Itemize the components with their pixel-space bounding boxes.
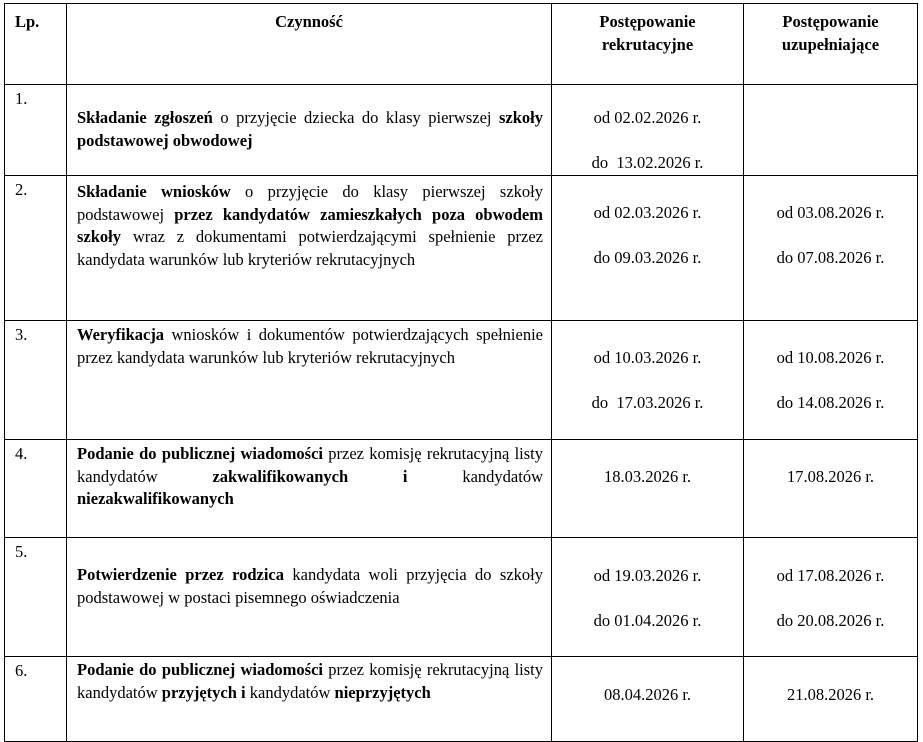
supplementary-date: 17.08.2026 r. bbox=[786, 467, 875, 486]
header-activity: Czynność bbox=[67, 4, 552, 85]
recruitment-schedule-table bbox=[4, 3, 918, 742]
activity-plain-text: o przyjęcie dziecka do klasy pierwszej bbox=[212, 108, 499, 127]
activity-bold-text: przez kandydatów zamieszkałych poza obwodem szkoły bbox=[77, 204, 544, 246]
recruitment-date: od 02.02.2026 r. bbox=[593, 108, 702, 127]
header-supplementary bbox=[744, 4, 918, 85]
activity-cell bbox=[67, 657, 552, 742]
supplementary-date: od 03.08.2026 r. bbox=[776, 203, 885, 222]
row-number: 5. bbox=[5, 538, 67, 657]
table-row bbox=[5, 321, 918, 440]
row-number: 4. bbox=[5, 440, 67, 538]
activity-bold-text: zakwalifikowanych i bbox=[212, 466, 408, 486]
table-row bbox=[5, 657, 918, 742]
activity-bold-text: Składanie zgłoszeń bbox=[77, 108, 213, 127]
activity-bold-text: Składanie wniosków bbox=[77, 182, 231, 201]
header-recruitment-text: Postępowanie rekrutacyjne bbox=[599, 12, 696, 54]
recruitment-date: do 17.03.2026 r. bbox=[591, 392, 704, 412]
activity-bold-text: nieprzyjętych bbox=[334, 682, 431, 702]
supplementary-date-cell bbox=[744, 440, 918, 538]
supplementary-date: do 14.08.2026 r. bbox=[776, 392, 885, 412]
table-row bbox=[5, 440, 918, 538]
supplementary-date: 21.08.2026 r. bbox=[786, 685, 875, 704]
activity-text bbox=[77, 176, 543, 271]
supplementary-date-cell bbox=[744, 538, 918, 657]
recruitment-date-cell bbox=[552, 440, 744, 538]
header-lp: Lp. bbox=[5, 4, 67, 85]
recruitment-date: 08.04.2026 r. bbox=[603, 685, 692, 704]
recruitment-date: od 10.03.2026 r. bbox=[593, 348, 702, 367]
activity-text bbox=[77, 85, 543, 152]
supplementary-date: do 20.08.2026 r. bbox=[776, 610, 885, 630]
activity-plain-text: o przyjęcie do klasy pierwszej szkoły podstawowej bbox=[77, 182, 543, 224]
recruitment-date-cell bbox=[552, 657, 744, 742]
recruitment-date: do 13.02.2026 r. bbox=[591, 152, 704, 172]
row-number: 3. bbox=[5, 321, 67, 440]
row-number: 1. bbox=[5, 85, 67, 176]
supplementary-date-cell bbox=[744, 85, 918, 176]
activity-plain-text: kandydata woli przyjęcia do szkoły podstawowej w postaci pisemnego oświadczenia bbox=[77, 565, 543, 607]
activity-text bbox=[77, 321, 543, 369]
header-supplementary-text: Postępowanie uzupełniające bbox=[781, 12, 880, 54]
activity-plain-text: kandydatów bbox=[245, 682, 335, 702]
supplementary-date-cell bbox=[744, 657, 918, 742]
activity-bold-text: Weryfikacja bbox=[77, 325, 165, 344]
recruitment-date: 18.03.2026 r. bbox=[603, 467, 692, 486]
recruitment-date: od 19.03.2026 r. bbox=[593, 566, 702, 585]
activity-cell bbox=[67, 440, 552, 538]
activity-bold-text: szkoły podstawowej obwodowej bbox=[77, 108, 543, 150]
supplementary-date: do 07.08.2026 r. bbox=[776, 247, 885, 267]
activity-cell bbox=[67, 176, 552, 321]
table-row bbox=[5, 85, 918, 176]
activity-plain-text: wraz z dokumentami potwierdzającymi spełnienie przez kandydata warunków lub kryteriów rekrutacyjnych bbox=[77, 227, 543, 269]
activity-bold-text: niezakwalifikowanych bbox=[77, 489, 234, 508]
recruitment-date: od 02.03.2026 r. bbox=[593, 203, 702, 222]
activity-text bbox=[77, 657, 543, 704]
supplementary-date: od 17.08.2026 r. bbox=[776, 566, 885, 585]
recruitment-date: do 01.04.2026 r. bbox=[593, 610, 702, 630]
activity-bold-text: przyjętych i bbox=[161, 682, 246, 702]
supplementary-date-cell bbox=[744, 321, 918, 440]
activity-text bbox=[77, 440, 543, 511]
row-number: 6. bbox=[5, 657, 67, 742]
activity-plain-text: kandydatów bbox=[407, 466, 543, 486]
table-row bbox=[5, 538, 918, 657]
activity-plain-text: przez komisję rekrutacyjną listy kandydatów bbox=[77, 444, 543, 486]
header-recruitment bbox=[552, 4, 744, 85]
activity-plain-text: przez komisję rekrutacyjną listy kandydatów bbox=[77, 660, 543, 702]
activity-plain-text: wniosków i dokumentów potwierdzających spełnienie przez kandydata warunków lub kryteriów rekrutacyjnych bbox=[77, 325, 543, 367]
recruitment-date-cell bbox=[552, 176, 744, 321]
row-number: 2. bbox=[5, 176, 67, 321]
recruitment-date-cell bbox=[552, 85, 744, 176]
activity-bold-text: Podanie do publicznej wiadomości bbox=[77, 660, 323, 679]
activity-bold-text: Podanie do publicznej wiadomości bbox=[77, 444, 323, 463]
recruitment-date-cell bbox=[552, 321, 744, 440]
supplementary-date: od 10.08.2026 r. bbox=[776, 348, 885, 367]
supplementary-date-cell bbox=[744, 176, 918, 321]
table-row bbox=[5, 176, 918, 321]
activity-cell bbox=[67, 538, 552, 657]
activity-text bbox=[77, 538, 543, 609]
recruitment-date-cell bbox=[552, 538, 744, 657]
activity-bold-text: Potwierdzenie przez rodzica bbox=[77, 565, 285, 584]
activity-cell bbox=[67, 321, 552, 440]
recruitment-date: do 09.03.2026 r. bbox=[593, 247, 702, 267]
header-row bbox=[5, 4, 918, 85]
activity-cell bbox=[67, 85, 552, 176]
